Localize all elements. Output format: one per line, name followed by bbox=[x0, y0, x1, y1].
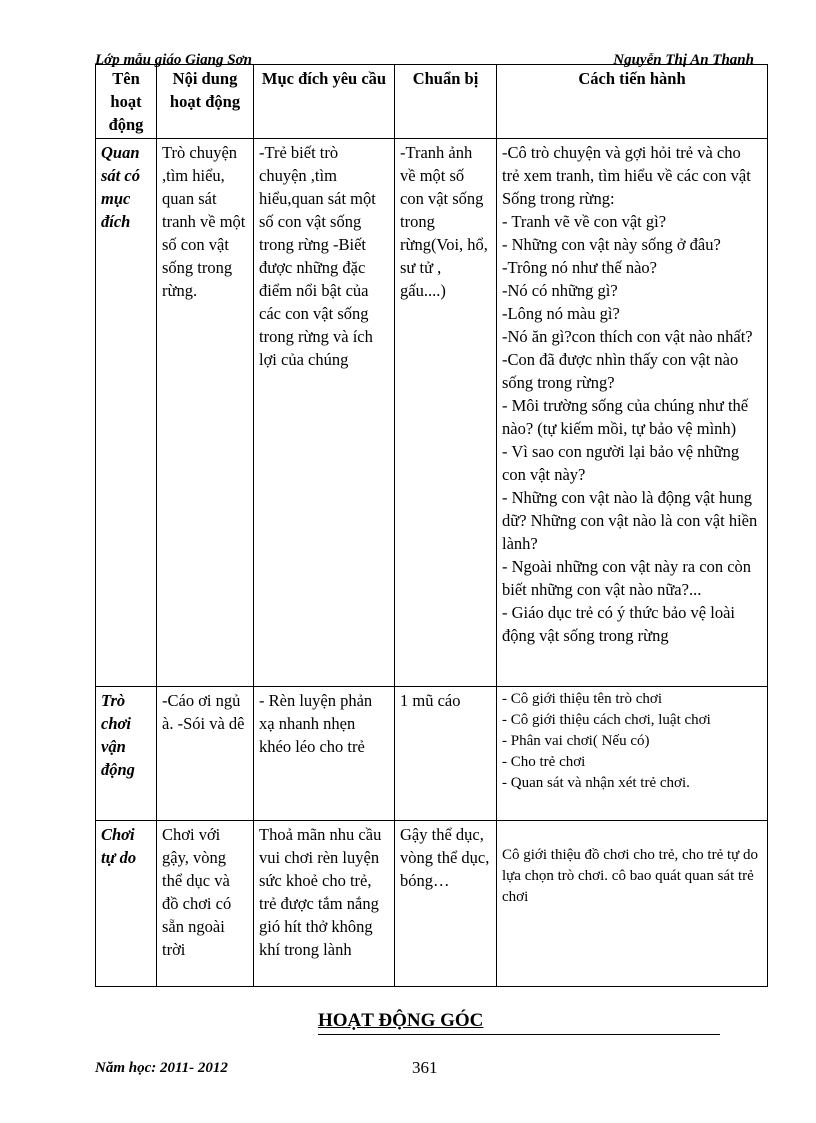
step-line: -Cô trò chuyện và gợi hỏi trẻ và cho trẻ xem tranh, tìm hiểu về các con vật Sống trong rừng: bbox=[502, 143, 751, 208]
row-prep: Gậy thể dục, vòng thể dục, bóng… bbox=[395, 821, 497, 987]
heading-rule bbox=[318, 1034, 720, 1035]
table-row bbox=[96, 139, 768, 687]
step-line: - Tranh vẽ về con vật gì? bbox=[502, 212, 667, 231]
row-content: Chơi với gậy, vòng thể dục và đồ chơi có sẵn ngoài trời bbox=[157, 821, 254, 987]
col-header-content: Nội dung hoạt động bbox=[157, 65, 254, 139]
step-line: - Những con vật này sống ở đâu? bbox=[502, 235, 721, 254]
row-steps bbox=[497, 687, 768, 821]
step-line: -Nó ăn gì?con thích con vật nào nhất? bbox=[502, 327, 753, 346]
col-header-prep: Chuẩn bị bbox=[395, 65, 497, 139]
page-number: 361 bbox=[412, 1058, 438, 1077]
row-name: Trò chơi vận động bbox=[96, 687, 157, 821]
row-steps bbox=[497, 139, 768, 687]
row-purpose: - Rèn luyện phản xạ nhanh nhẹn khéo léo cho trẻ bbox=[254, 687, 395, 821]
step-line: - Cho trẻ chơi bbox=[502, 754, 586, 770]
col-header-purpose: Mục đích yêu cầu bbox=[254, 65, 395, 139]
step-line: - Cô giới thiệu cách chơi, luật chơi bbox=[502, 712, 711, 728]
table-header-row bbox=[96, 65, 768, 139]
row-name: Chơi tự do bbox=[96, 821, 157, 987]
activity-table bbox=[95, 64, 768, 987]
row-prep: -Tranh ảnh về một số con vật sống trong rừng(Voi, hổ, sư tử , gấu....) bbox=[395, 139, 497, 687]
row-purpose: -Trẻ biết trò chuyện ,tìm hiểu,quan sát một số con vật sống trong rừng -Biết được những đặc điểm nổi bật của các con vật sống trong rừng và ích lợi của chúng bbox=[254, 139, 395, 687]
row-content: -Cáo ơi ngủ à. -Sói và dê bbox=[157, 687, 254, 821]
table-row bbox=[96, 687, 768, 821]
section-heading: HOẠT ĐỘNG GÓC bbox=[318, 1010, 484, 1031]
step-line: - Vì sao con người lại bảo vệ những con vật này? bbox=[502, 442, 740, 484]
step-line: - Quan sát và nhận xét trẻ chơi. bbox=[502, 775, 690, 791]
header-school: Lớp mẫu giáo Giang Sơn bbox=[95, 52, 252, 68]
col-header-name: Tên hoạt động bbox=[96, 65, 157, 139]
step-line: -Con đã được nhìn thấy con vật nào sống trong rừng? bbox=[502, 350, 739, 392]
step-line: Cô giới thiệu đồ chơi cho trẻ, cho trẻ tự do lựa chọn trò chơi. cô bao quát quan sát trẻ chơi bbox=[502, 847, 759, 905]
step-line: - Môi trường sống của chúng như thế nào? (tự kiếm mồi, tự bảo vệ mình) bbox=[502, 396, 749, 438]
row-name: Quan sát có mục đích bbox=[96, 139, 157, 687]
row-prep: 1 mũ cáo bbox=[395, 687, 497, 821]
step-line: -Nó có những gì? bbox=[502, 281, 618, 300]
footer-school-year: Năm học: 2011- 2012 bbox=[95, 1060, 228, 1076]
step-line: -Trông nó như thế nào? bbox=[502, 258, 657, 277]
row-purpose: Thoả mãn nhu cầu vui chơi rèn luyện sức khoẻ cho trẻ, trẻ được tắm nắng gió hít thở không khí trong lành bbox=[254, 821, 395, 987]
table-row bbox=[96, 821, 768, 987]
step-line: - Những con vật nào là động vật hung dữ? Những con vật nào là con vật hiền lành? bbox=[502, 488, 758, 553]
header-teacher: Nguyễn Thị An Thanh bbox=[613, 52, 754, 68]
col-header-steps: Cách tiến hành bbox=[497, 65, 768, 139]
step-line: -Lông nó màu gì? bbox=[502, 304, 620, 323]
step-line: - Phân vai chơi( Nếu có) bbox=[502, 733, 650, 749]
row-steps bbox=[497, 821, 768, 987]
row-content: Trò chuyện ,tìm hiểu, quan sát tranh về một số con vật sống trong rừng. bbox=[157, 139, 254, 687]
step-line: - Cô giới thiệu tên trò chơi bbox=[502, 691, 663, 707]
step-line: - Ngoài những con vật này ra con còn biết những con vật nào nữa?... bbox=[502, 557, 752, 599]
step-line: - Giáo dục trẻ có ý thức bảo vệ loài động vật sống trong rừng bbox=[502, 603, 735, 645]
